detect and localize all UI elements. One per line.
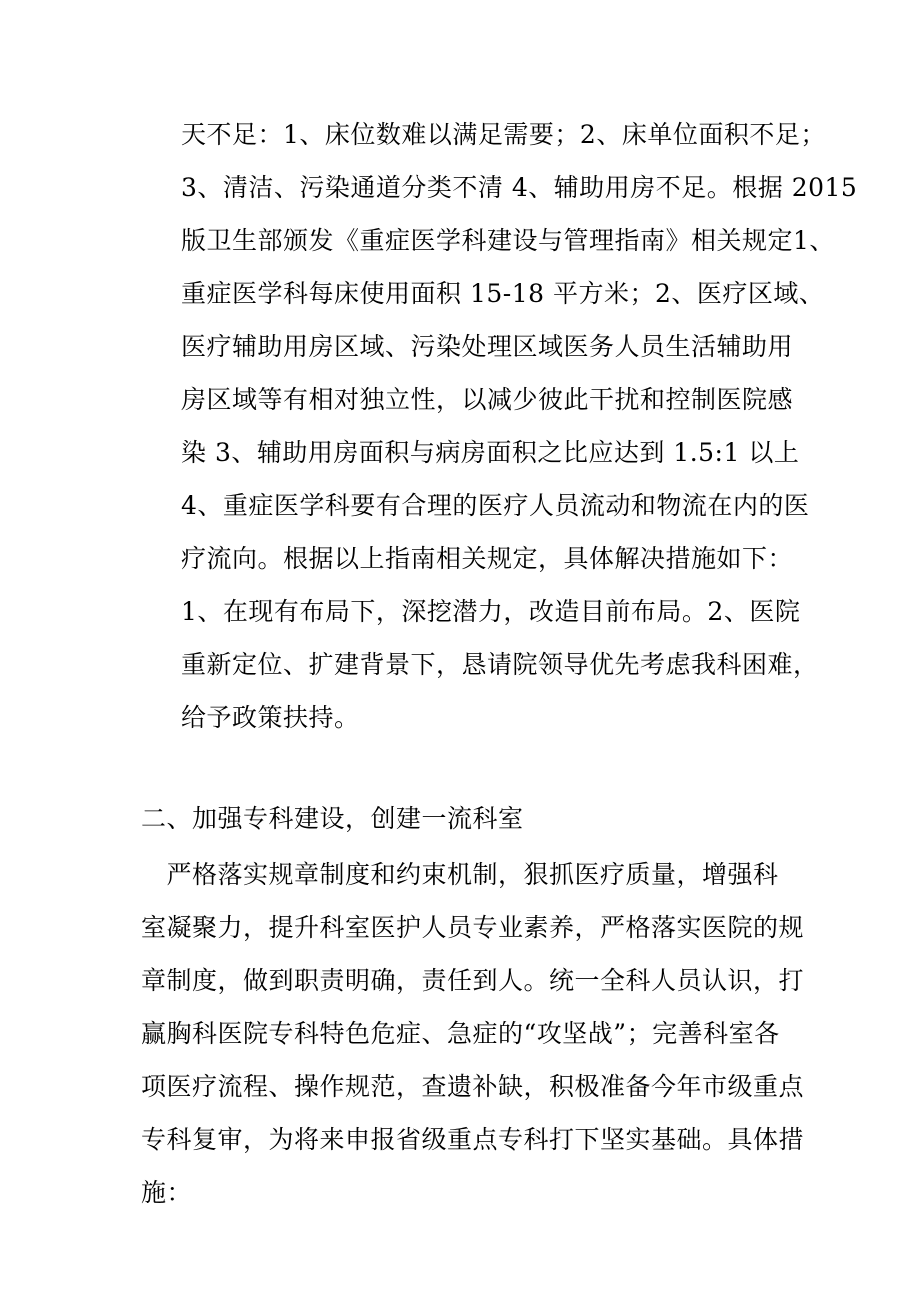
text-line: 染 3、辅助用房面积与病房面积之比应达到 1.5:1 以上 [181, 438, 800, 467]
text-line: 赢胸科医院专科特色危症、急症的“攻坚战”；完善科室各 [141, 1019, 780, 1048]
text-line: 房区域等有相对独立性，以减少彼此干扰和控制医院感 [181, 385, 794, 414]
text-line: 施： [141, 1178, 193, 1207]
text-line: 专科复审，为将来申报省级重点专科打下坚实基础。具体措 [141, 1125, 805, 1154]
text-line: 项医疗流程、操作规范，查遗补缺，积极准备今年市级重点 [141, 1072, 805, 1101]
text-line: 重新定位、扩建背景下，恳请院领导优先考虑我科困难， [181, 650, 819, 679]
text-line: 1、在现有布局下，深挖潜力，改造目前布局。2、医院 [181, 597, 801, 626]
text-line: 医疗辅助用房区域、污染处理区域医务人员生活辅助用 [181, 332, 794, 361]
text-line: 版卫生部颁发《重症医学科建设与管理指南》相关规定1、 [181, 226, 835, 255]
text-line: 重症医学科每床使用面积 15-18 平方米；2、医疗区域、 [181, 279, 825, 308]
text-line: 3、清洁、污染通道分类不清 4、辅助用房不足。根据 2015 [181, 173, 858, 202]
text-line: 疗流向。根据以上指南相关规定，具体解决措施如下： [181, 544, 794, 573]
text-line: 天不足：1、床位数难以满足需要；2、床单位面积不足； [181, 120, 826, 149]
text-line: 章制度，做到职责明确，责任到人。统一全科人员认识，打 [141, 966, 805, 995]
text-line: 室凝聚力，提升科室医护人员专业素养，严格落实医院的规 [141, 913, 805, 942]
text-line: 严格落实规章制度和约束机制，狠抓医疗质量，增强科 [141, 860, 779, 889]
section-heading: 二、加强专科建设，创建一流科室 [141, 804, 524, 833]
text-line: 4、重症医学科要有合理的医疗人员流动和物流在内的医 [181, 491, 810, 520]
text-line: 给予政策扶持。 [181, 703, 360, 732]
